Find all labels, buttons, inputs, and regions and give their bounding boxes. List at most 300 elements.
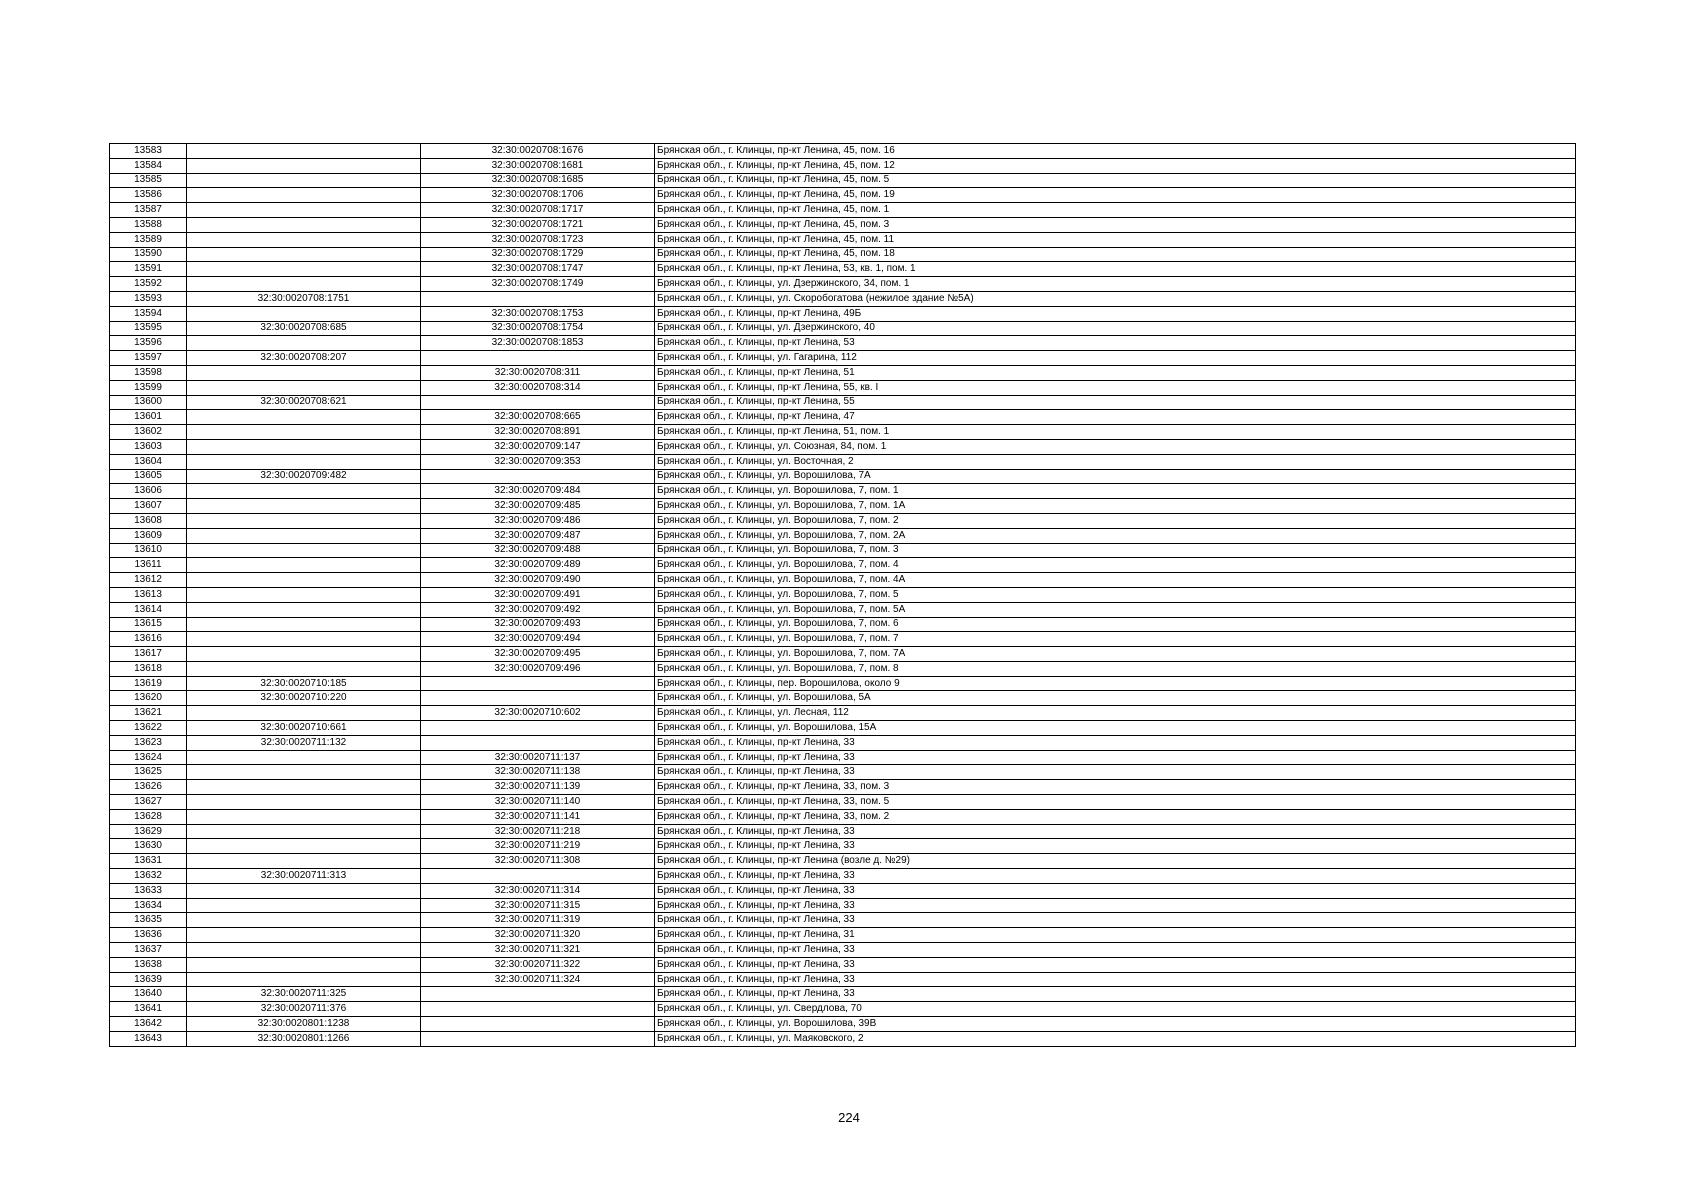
address-cell: Брянская обл., г. Клинцы, пр-кт Ленина, 55, кв. I: [655, 380, 1576, 395]
cadastral-number-1-cell: [187, 587, 421, 602]
address-cell: Брянская обл., г. Клинцы, ул. Гагарина, 112: [655, 351, 1576, 366]
table-row: [110, 869, 1576, 884]
cadastral-number-2-cell: 32:30:0020711:315: [421, 898, 655, 913]
table-row: [110, 676, 1576, 691]
cadastral-number-2-cell: 32:30:0020711:219: [421, 839, 655, 854]
address-cell: Брянская обл., г. Клинцы, ул. Ворошилова, 7, пом. 5: [655, 587, 1576, 602]
cadastral-number-1-cell: [187, 528, 421, 543]
address-cell: Брянская обл., г. Клинцы, пр-кт Ленина, 33, пом. 2: [655, 809, 1576, 824]
table-row: [110, 706, 1576, 721]
address-cell: Брянская обл., г. Клинцы, пр-кт Ленина, 33, пом. 5: [655, 795, 1576, 810]
cadastral-number-1-cell: [187, 854, 421, 869]
cadastral-number-2-cell: 32:30:0020708:1723: [421, 232, 655, 247]
address-cell: Брянская обл., г. Клинцы, пр-кт Ленина, 33: [655, 883, 1576, 898]
table-row: [110, 839, 1576, 854]
row-number-cell: 13638: [110, 957, 187, 972]
row-number-cell: 13617: [110, 647, 187, 662]
address-cell: Брянская обл., г. Клинцы, ул. Ворошилова, 5А: [655, 691, 1576, 706]
cadastral-number-2-cell: 32:30:0020708:1753: [421, 306, 655, 321]
address-cell: Брянская обл., г. Клинцы, пр-кт Ленина, 33: [655, 972, 1576, 987]
table-row: [110, 573, 1576, 588]
row-number-cell: 13630: [110, 839, 187, 854]
cadastral-number-2-cell: 32:30:0020711:139: [421, 780, 655, 795]
cadastral-number-1-cell: [187, 706, 421, 721]
table-row: [110, 513, 1576, 528]
cadastral-number-2-cell: [421, 1002, 655, 1017]
row-number-cell: 13596: [110, 336, 187, 351]
row-number-cell: 13640: [110, 987, 187, 1002]
table-row: [110, 484, 1576, 499]
address-cell: Брянская обл., г. Клинцы, пр-кт Ленина, 49Б: [655, 306, 1576, 321]
address-cell: Брянская обл., г. Клинцы, пр-кт Ленина, 33: [655, 957, 1576, 972]
row-number-cell: 13621: [110, 706, 187, 721]
cadastral-number-1-cell: 32:30:0020708:685: [187, 321, 421, 336]
cadastral-number-2-cell: 32:30:0020708:891: [421, 425, 655, 440]
address-cell: Брянская обл., г. Клинцы, пр-кт Ленина, 33, пом. 3: [655, 780, 1576, 795]
row-number-cell: 13603: [110, 439, 187, 454]
cadastral-number-1-cell: [187, 173, 421, 188]
table-row: [110, 454, 1576, 469]
cadastral-number-1-cell: [187, 573, 421, 588]
address-cell: Брянская обл., г. Клинцы, пр-кт Ленина, 45, пом. 18: [655, 247, 1576, 262]
address-cell: Брянская обл., г. Клинцы, пр-кт Ленина, 45, пом. 5: [655, 173, 1576, 188]
address-cell: Брянская обл., г. Клинцы, пр-кт Ленина, 45, пом. 16: [655, 144, 1576, 159]
row-number-cell: 13634: [110, 898, 187, 913]
row-number-cell: 13635: [110, 913, 187, 928]
cadastral-number-1-cell: 32:30:0020710:661: [187, 721, 421, 736]
cadastral-number-2-cell: [421, 469, 655, 484]
cadastral-number-2-cell: [421, 351, 655, 366]
row-number-cell: 13639: [110, 972, 187, 987]
address-cell: Брянская обл., г. Клинцы, пр-кт Ленина, 33: [655, 824, 1576, 839]
address-cell: Брянская обл., г. Клинцы, пр-кт Ленина, 47: [655, 410, 1576, 425]
cadastral-number-2-cell: [421, 291, 655, 306]
table-row: [110, 410, 1576, 425]
table-row: [110, 365, 1576, 380]
cadastral-number-2-cell: 32:30:0020711:321: [421, 943, 655, 958]
cadastral-number-2-cell: 32:30:0020709:489: [421, 558, 655, 573]
row-number-cell: 13641: [110, 1002, 187, 1017]
address-cell: Брянская обл., г. Клинцы, пр-кт Ленина, 33: [655, 750, 1576, 765]
table-row: [110, 854, 1576, 869]
cadastral-number-1-cell: 32:30:0020710:220: [187, 691, 421, 706]
table-row: [110, 809, 1576, 824]
table-row: [110, 188, 1576, 203]
cadastral-number-1-cell: [187, 247, 421, 262]
cadastral-number-1-cell: 32:30:0020708:1751: [187, 291, 421, 306]
row-number-cell: 13599: [110, 380, 187, 395]
table-row: [110, 987, 1576, 1002]
cadastral-number-2-cell: 32:30:0020711:322: [421, 957, 655, 972]
table-row: [110, 1017, 1576, 1032]
address-cell: Брянская обл., г. Клинцы, пер. Ворошилова, около 9: [655, 676, 1576, 691]
table-row: [110, 351, 1576, 366]
table-row: [110, 262, 1576, 277]
row-number-cell: 13594: [110, 306, 187, 321]
cadastral-number-1-cell: [187, 425, 421, 440]
cadastral-number-1-cell: [187, 277, 421, 292]
table-row: [110, 928, 1576, 943]
cadastral-number-1-cell: [187, 928, 421, 943]
cadastral-number-1-cell: [187, 558, 421, 573]
cadastral-number-2-cell: 32:30:0020709:491: [421, 587, 655, 602]
address-cell: Брянская обл., г. Клинцы, пр-кт Ленина, 33: [655, 987, 1576, 1002]
table-row: [110, 957, 1576, 972]
cadastral-number-2-cell: 32:30:0020709:147: [421, 439, 655, 454]
cadastral-number-2-cell: 32:30:0020709:490: [421, 573, 655, 588]
cadastral-number-1-cell: [187, 410, 421, 425]
cadastral-number-2-cell: 32:30:0020711:319: [421, 913, 655, 928]
row-number-cell: 13628: [110, 809, 187, 824]
table-row: [110, 898, 1576, 913]
cadastral-number-1-cell: [187, 217, 421, 232]
cadastral-number-1-cell: 32:30:0020708:207: [187, 351, 421, 366]
table-row: [110, 972, 1576, 987]
cadastral-number-2-cell: 32:30:0020711:137: [421, 750, 655, 765]
row-number-cell: 13587: [110, 203, 187, 218]
cadastral-number-1-cell: [187, 883, 421, 898]
table-row: [110, 173, 1576, 188]
row-number-cell: 13607: [110, 499, 187, 514]
cadastral-number-1-cell: [187, 454, 421, 469]
cadastral-number-1-cell: [187, 439, 421, 454]
row-number-cell: 13632: [110, 869, 187, 884]
cadastral-number-1-cell: 32:30:0020708:621: [187, 395, 421, 410]
address-cell: Брянская обл., г. Клинцы, пр-кт Ленина, 45, пом. 19: [655, 188, 1576, 203]
row-number-cell: 13637: [110, 943, 187, 958]
cadastral-number-1-cell: [187, 543, 421, 558]
cadastral-number-2-cell: 32:30:0020708:1747: [421, 262, 655, 277]
cadastral-number-2-cell: 32:30:0020708:1749: [421, 277, 655, 292]
table-row: [110, 439, 1576, 454]
address-cell: Брянская обл., г. Клинцы, ул. Ворошилова, 7, пом. 6: [655, 617, 1576, 632]
cadastral-number-1-cell: [187, 158, 421, 173]
address-cell: Брянская обл., г. Клинцы, ул. Ворошилова, 7, пом. 7: [655, 632, 1576, 647]
cadastral-number-1-cell: 32:30:0020710:185: [187, 676, 421, 691]
cadastral-number-1-cell: [187, 513, 421, 528]
row-number-cell: 13636: [110, 928, 187, 943]
address-cell: Брянская обл., г. Клинцы, ул. Ворошилова, 15А: [655, 721, 1576, 736]
table-row: [110, 661, 1576, 676]
row-number-cell: 13600: [110, 395, 187, 410]
row-number-cell: 13592: [110, 277, 187, 292]
address-cell: Брянская обл., г. Клинцы, ул. Маяковского, 2: [655, 1031, 1576, 1046]
cadastral-number-1-cell: [187, 499, 421, 514]
cadastral-number-2-cell: 32:30:0020709:494: [421, 632, 655, 647]
cadastral-number-1-cell: 32:30:0020709:482: [187, 469, 421, 484]
cadastral-number-2-cell: 32:30:0020711:314: [421, 883, 655, 898]
row-number-cell: 13583: [110, 144, 187, 159]
address-cell: Брянская обл., г. Клинцы, пр-кт Ленина, 33: [655, 839, 1576, 854]
row-number-cell: 13613: [110, 587, 187, 602]
cadastral-number-2-cell: 32:30:0020711:308: [421, 854, 655, 869]
cadastral-number-2-cell: 32:30:0020708:1676: [421, 144, 655, 159]
cadastral-number-2-cell: [421, 721, 655, 736]
table-row: [110, 913, 1576, 928]
table-row: [110, 632, 1576, 647]
row-number-cell: 13618: [110, 661, 187, 676]
cadastral-number-2-cell: [421, 1017, 655, 1032]
cadastral-number-1-cell: [187, 232, 421, 247]
row-number-cell: 13604: [110, 454, 187, 469]
cadastral-number-2-cell: [421, 735, 655, 750]
table-row: [110, 750, 1576, 765]
table-row: [110, 247, 1576, 262]
row-number-cell: 13625: [110, 765, 187, 780]
table-row: [110, 336, 1576, 351]
table-row: [110, 691, 1576, 706]
cadastral-number-2-cell: 32:30:0020708:1706: [421, 188, 655, 203]
cadastral-number-2-cell: 32:30:0020709:484: [421, 484, 655, 499]
row-number-cell: 13586: [110, 188, 187, 203]
page-number: 224: [838, 1110, 860, 1125]
cadastral-number-1-cell: [187, 262, 421, 277]
table-row: [110, 380, 1576, 395]
cadastral-number-2-cell: 32:30:0020709:496: [421, 661, 655, 676]
cadastral-number-1-cell: [187, 824, 421, 839]
row-number-cell: 13605: [110, 469, 187, 484]
table-row: [110, 780, 1576, 795]
cadastral-number-1-cell: 32:30:0020801:1266: [187, 1031, 421, 1046]
cadastral-number-1-cell: [187, 188, 421, 203]
address-cell: Брянская обл., г. Клинцы, пр-кт Ленина, 53: [655, 336, 1576, 351]
table-row: [110, 306, 1576, 321]
table-row: [110, 617, 1576, 632]
row-number-cell: 13598: [110, 365, 187, 380]
table-row: [110, 543, 1576, 558]
address-cell: Брянская обл., г. Клинцы, ул. Дзержинского, 34, пом. 1: [655, 277, 1576, 292]
cadastral-number-1-cell: [187, 780, 421, 795]
cadastral-number-2-cell: 32:30:0020711:324: [421, 972, 655, 987]
row-number-cell: 13614: [110, 602, 187, 617]
table-row: [110, 395, 1576, 410]
cadastral-number-2-cell: [421, 987, 655, 1002]
cadastral-number-1-cell: [187, 647, 421, 662]
address-cell: Брянская обл., г. Клинцы, ул. Ворошилова, 7, пом. 2: [655, 513, 1576, 528]
cadastral-number-2-cell: 32:30:0020709:495: [421, 647, 655, 662]
address-cell: Брянская обл., г. Клинцы, ул. Ворошилова, 7А: [655, 469, 1576, 484]
table-row: [110, 499, 1576, 514]
cadastral-number-2-cell: 32:30:0020709:487: [421, 528, 655, 543]
cadastral-number-1-cell: [187, 765, 421, 780]
address-cell: Брянская обл., г. Клинцы, ул. Ворошилова, 7, пом. 8: [655, 661, 1576, 676]
cadastral-number-1-cell: [187, 144, 421, 159]
cadastral-number-2-cell: 32:30:0020708:311: [421, 365, 655, 380]
cadastral-number-2-cell: 32:30:0020711:320: [421, 928, 655, 943]
address-cell: Брянская обл., г. Клинцы, пр-кт Ленина, 33: [655, 735, 1576, 750]
cadastral-number-1-cell: [187, 839, 421, 854]
table-row: [110, 883, 1576, 898]
cadastral-number-1-cell: [187, 898, 421, 913]
table-row: [110, 203, 1576, 218]
cadastral-number-2-cell: 32:30:0020709:493: [421, 617, 655, 632]
table-row: [110, 291, 1576, 306]
cadastral-number-1-cell: [187, 484, 421, 499]
table-row: [110, 647, 1576, 662]
row-number-cell: 13616: [110, 632, 187, 647]
address-cell: Брянская обл., г. Клинцы, ул. Лесная, 112: [655, 706, 1576, 721]
table-row: [110, 602, 1576, 617]
cadastral-number-1-cell: [187, 957, 421, 972]
row-number-cell: 13589: [110, 232, 187, 247]
cadastral-number-1-cell: [187, 913, 421, 928]
row-number-cell: 13619: [110, 676, 187, 691]
table-row: [110, 765, 1576, 780]
address-cell: Брянская обл., г. Клинцы, ул. Ворошилова, 7, пом. 7А: [655, 647, 1576, 662]
cadastral-number-2-cell: [421, 691, 655, 706]
address-cell: Брянская обл., г. Клинцы, ул. Ворошилова, 7, пом. 5А: [655, 602, 1576, 617]
table-row: [110, 721, 1576, 736]
address-cell: Брянская обл., г. Клинцы, пр-кт Ленина, 31: [655, 928, 1576, 943]
row-number-cell: 13601: [110, 410, 187, 425]
cadastral-number-1-cell: [187, 750, 421, 765]
table-row: [110, 144, 1576, 159]
table-row: [110, 795, 1576, 810]
cadastral-number-2-cell: 32:30:0020711:138: [421, 765, 655, 780]
cadastral-number-1-cell: 32:30:0020711:313: [187, 869, 421, 884]
address-cell: Брянская обл., г. Клинцы, пр-кт Ленина, 45, пом. 1: [655, 203, 1576, 218]
row-number-cell: 13624: [110, 750, 187, 765]
row-number-cell: 13622: [110, 721, 187, 736]
table-body: [110, 144, 1576, 1047]
cadastral-number-1-cell: 32:30:0020711:132: [187, 735, 421, 750]
table-row: [110, 469, 1576, 484]
address-cell: Брянская обл., г. Клинцы, пр-кт Ленина, 45, пом. 3: [655, 217, 1576, 232]
table-row: [110, 528, 1576, 543]
address-cell: Брянская обл., г. Клинцы, ул. Ворошилова, 39В: [655, 1017, 1576, 1032]
cadastral-number-2-cell: 32:30:0020711:141: [421, 809, 655, 824]
address-cell: Брянская обл., г. Клинцы, пр-кт Ленина, 33: [655, 913, 1576, 928]
cadastral-number-2-cell: 32:30:0020708:1853: [421, 336, 655, 351]
address-cell: Брянская обл., г. Клинцы, ул. Ворошилова, 7, пом. 4: [655, 558, 1576, 573]
cadastral-number-2-cell: 32:30:0020709:488: [421, 543, 655, 558]
row-number-cell: 13642: [110, 1017, 187, 1032]
address-cell: Брянская обл., г. Клинцы, ул. Скоробогатова (нежилое здание №5А): [655, 291, 1576, 306]
table-row: [110, 425, 1576, 440]
row-number-cell: 13606: [110, 484, 187, 499]
row-number-cell: 13631: [110, 854, 187, 869]
cadastral-number-2-cell: [421, 395, 655, 410]
address-cell: Брянская обл., г. Клинцы, пр-кт Ленина, 51, пом. 1: [655, 425, 1576, 440]
cadastral-number-2-cell: [421, 676, 655, 691]
address-cell: Брянская обл., г. Клинцы, ул. Свердлова, 70: [655, 1002, 1576, 1017]
row-number-cell: 13597: [110, 351, 187, 366]
table-row: [110, 232, 1576, 247]
row-number-cell: 13584: [110, 158, 187, 173]
address-cell: Брянская обл., г. Клинцы, ул. Восточная, 2: [655, 454, 1576, 469]
row-number-cell: 13585: [110, 173, 187, 188]
row-number-cell: 13627: [110, 795, 187, 810]
cadastral-number-1-cell: 32:30:0020801:1238: [187, 1017, 421, 1032]
cadastral-number-1-cell: [187, 380, 421, 395]
address-cell: Брянская обл., г. Клинцы, ул. Ворошилова, 7, пом. 1: [655, 484, 1576, 499]
address-cell: Брянская обл., г. Клинцы, ул. Ворошилова, 7, пом. 3: [655, 543, 1576, 558]
cadastral-number-2-cell: [421, 1031, 655, 1046]
row-number-cell: 13610: [110, 543, 187, 558]
address-cell: Брянская обл., г. Клинцы, ул. Дзержинского, 40: [655, 321, 1576, 336]
cadastral-number-2-cell: 32:30:0020711:140: [421, 795, 655, 810]
cadastral-number-1-cell: [187, 809, 421, 824]
row-number-cell: 13633: [110, 883, 187, 898]
cadastral-number-2-cell: 32:30:0020709:486: [421, 513, 655, 528]
address-cell: Брянская обл., г. Клинцы, пр-кт Ленина, 33: [655, 943, 1576, 958]
address-cell: Брянская обл., г. Клинцы, пр-кт Ленина, 55: [655, 395, 1576, 410]
cadastral-number-1-cell: 32:30:0020711:376: [187, 1002, 421, 1017]
row-number-cell: 13593: [110, 291, 187, 306]
cadastral-number-2-cell: 32:30:0020708:665: [421, 410, 655, 425]
row-number-cell: 13608: [110, 513, 187, 528]
address-cell: Брянская обл., г. Клинцы, пр-кт Ленина (возле д. №29): [655, 854, 1576, 869]
table-row: [110, 735, 1576, 750]
cadastral-number-2-cell: 32:30:0020710:602: [421, 706, 655, 721]
row-number-cell: 13591: [110, 262, 187, 277]
table-row: [110, 1031, 1576, 1046]
cadastral-number-2-cell: 32:30:0020709:492: [421, 602, 655, 617]
cadastral-number-2-cell: 32:30:0020708:1754: [421, 321, 655, 336]
cadastral-number-2-cell: 32:30:0020709:485: [421, 499, 655, 514]
address-cell: Брянская обл., г. Клинцы, пр-кт Ленина, 33: [655, 765, 1576, 780]
row-number-cell: 13629: [110, 824, 187, 839]
row-number-cell: 13602: [110, 425, 187, 440]
cadastral-number-2-cell: 32:30:0020708:1717: [421, 203, 655, 218]
table-row: [110, 558, 1576, 573]
row-number-cell: 13595: [110, 321, 187, 336]
address-cell: Брянская обл., г. Клинцы, ул. Союзная, 84, пом. 1: [655, 439, 1576, 454]
cadastral-number-1-cell: 32:30:0020711:325: [187, 987, 421, 1002]
address-cell: Брянская обл., г. Клинцы, пр-кт Ленина, 45, пом. 11: [655, 232, 1576, 247]
cadastral-number-1-cell: [187, 203, 421, 218]
cadastral-number-1-cell: [187, 306, 421, 321]
cadastral-number-2-cell: 32:30:0020711:218: [421, 824, 655, 839]
cadastral-number-1-cell: [187, 972, 421, 987]
table-row: [110, 158, 1576, 173]
table-row: [110, 824, 1576, 839]
cadastral-number-2-cell: 32:30:0020708:1729: [421, 247, 655, 262]
address-cell: Брянская обл., г. Клинцы, пр-кт Ленина, 33: [655, 898, 1576, 913]
address-cell: Брянская обл., г. Клинцы, ул. Ворошилова, 7, пом. 2А: [655, 528, 1576, 543]
address-cell: Брянская обл., г. Клинцы, пр-кт Ленина, 53, кв. 1, пом. 1: [655, 262, 1576, 277]
cadastral-number-1-cell: [187, 661, 421, 676]
address-cell: Брянская обл., г. Клинцы, ул. Ворошилова, 7, пом. 1А: [655, 499, 1576, 514]
cadastral-number-1-cell: [187, 795, 421, 810]
table-row: [110, 277, 1576, 292]
table-row: [110, 217, 1576, 232]
property-registry-table: [109, 143, 1576, 1047]
row-number-cell: 13623: [110, 735, 187, 750]
cadastral-number-1-cell: [187, 943, 421, 958]
table-row: [110, 943, 1576, 958]
row-number-cell: 13611: [110, 558, 187, 573]
row-number-cell: 13615: [110, 617, 187, 632]
cadastral-number-2-cell: [421, 869, 655, 884]
address-cell: Брянская обл., г. Клинцы, пр-кт Ленина, 45, пом. 12: [655, 158, 1576, 173]
table-row: [110, 321, 1576, 336]
address-cell: Брянская обл., г. Клинцы, пр-кт Ленина, 51: [655, 365, 1576, 380]
cadastral-number-2-cell: 32:30:0020708:1681: [421, 158, 655, 173]
cadastral-number-1-cell: [187, 632, 421, 647]
cadastral-number-1-cell: [187, 336, 421, 351]
row-number-cell: 13626: [110, 780, 187, 795]
cadastral-number-1-cell: [187, 365, 421, 380]
address-cell: Брянская обл., г. Клинцы, ул. Ворошилова, 7, пом. 4А: [655, 573, 1576, 588]
row-number-cell: 13590: [110, 247, 187, 262]
row-number-cell: 13643: [110, 1031, 187, 1046]
address-cell: Брянская обл., г. Клинцы, пр-кт Ленина, 33: [655, 869, 1576, 884]
cadastral-number-1-cell: [187, 617, 421, 632]
row-number-cell: 13588: [110, 217, 187, 232]
table-row: [110, 587, 1576, 602]
cadastral-number-2-cell: 32:30:0020708:1685: [421, 173, 655, 188]
